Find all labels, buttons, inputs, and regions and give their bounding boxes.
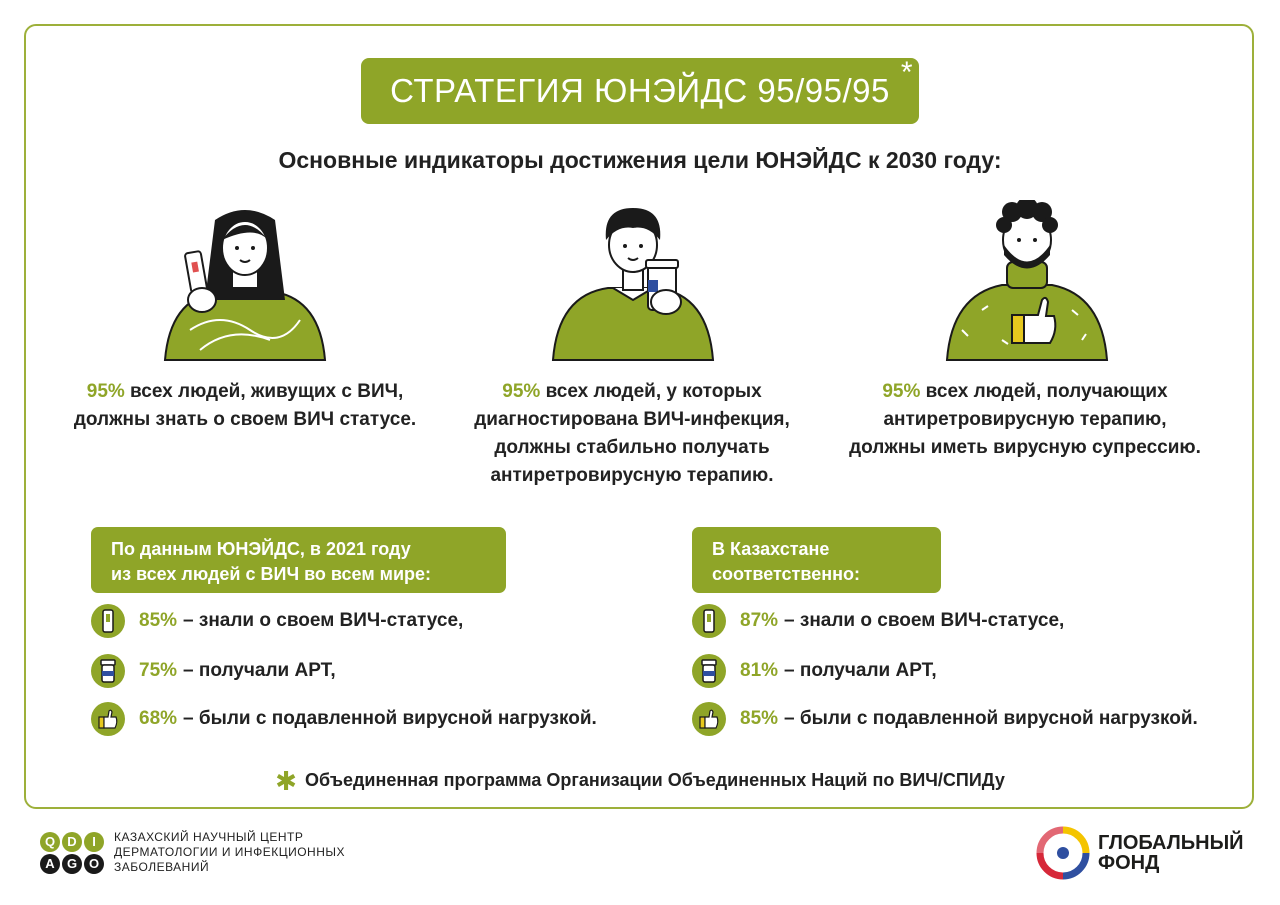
logo-letter: A	[40, 854, 60, 874]
thumbs-up-icon	[91, 702, 125, 736]
man-with-pills-illustration	[548, 200, 718, 365]
pill-bottle-icon	[692, 654, 726, 688]
thumbs-up-icon	[692, 702, 726, 736]
woman-with-test-illustration	[160, 200, 330, 365]
world-stat-text: – получали АРТ,	[183, 660, 336, 681]
org-name	[114, 830, 345, 875]
footnote	[0, 766, 1280, 797]
logo-letter: D	[62, 832, 82, 852]
global-fund-logo	[1036, 826, 1244, 880]
indicator-1	[65, 378, 425, 434]
world-header-line2: из всех людей с ВИЧ во всем мире:	[111, 564, 432, 584]
org-name-line: ДЕРМАТОЛОГИИ И ИНФЕКЦИОННЫХ	[114, 845, 346, 859]
world-stat-pct: 75%	[139, 660, 178, 681]
logo-letter: I	[84, 832, 104, 852]
kz-stat-text: – были с подавленной вирусной нагрузкой.	[784, 708, 1198, 729]
world-stat-row	[91, 653, 336, 689]
kz-stat-row	[692, 701, 1198, 737]
indicator-2	[452, 378, 812, 490]
qdiago-logo-mark	[40, 832, 104, 874]
kz-header-line2: соответственно:	[712, 564, 860, 584]
kz-stat-pct: 87%	[740, 610, 779, 631]
footnote-asterisk: ✱	[275, 766, 297, 796]
world-stat-pct: 85%	[139, 610, 178, 631]
title-banner	[361, 58, 919, 124]
indicator-1-pct: 95%	[86, 381, 125, 402]
indicator-3	[845, 378, 1205, 462]
world-stat-text: – были с подавленной вирусной нагрузкой.	[183, 708, 597, 729]
world-header-line1: По данным ЮНЭЙДС, в 2021 году	[111, 539, 411, 559]
indicator-3-pct: 95%	[882, 381, 921, 402]
kz-stat-row	[692, 653, 937, 689]
indicator-1-text: всех людей, живущих с ВИЧ, должны знать о своем ВИЧ статусе.	[73, 381, 417, 430]
kz-stat-row	[692, 603, 1064, 639]
title-text: СТРАТЕГИЯ ЮНЭЙДС 95/95/95	[390, 72, 890, 109]
indicator-2-text: всех людей, у которых диагностирована ВИЧ-инфекция, должны стабильно получать антиретровирусную терапию.	[474, 381, 790, 486]
indicator-2-pct: 95%	[502, 381, 541, 402]
indicator-3-text: всех людей, получающих антиретровирусную терапию, должны иметь вирусную супрессию.	[849, 381, 1201, 458]
hiv-test-icon	[91, 604, 125, 638]
subtitle: Основные индикаторы достижения цели ЮНЭЙДС к 2030 году:	[278, 147, 1002, 173]
kz-stat-text: – знали о своем ВИЧ-статусе,	[784, 610, 1065, 631]
kz-stat-text: – получали АРТ,	[784, 660, 937, 681]
global-fund-name	[1098, 833, 1244, 873]
world-stat-row	[91, 701, 597, 737]
global-fund-name-line: ГЛОБАЛЬНЫЙ	[1098, 832, 1244, 854]
org-name-line: КАЗАХСКИЙ НАУЧНЫЙ ЦЕНТР	[114, 830, 304, 844]
kz-stat-pct: 85%	[740, 708, 779, 729]
title-asterisk: *	[900, 56, 913, 89]
global-fund-name-line: ФОНД	[1098, 852, 1160, 874]
global-fund-logo-icon	[1036, 826, 1090, 880]
org-name-line: ЗАБОЛЕВАНИЙ	[114, 860, 210, 874]
kz-stat-pct: 81%	[740, 660, 779, 681]
world-stat-row	[91, 603, 463, 639]
hiv-test-icon	[692, 604, 726, 638]
world-stat-text: – знали о своем ВИЧ-статусе,	[183, 610, 464, 631]
man-thumbs-up-illustration	[942, 200, 1112, 365]
logo-letter: O	[84, 854, 104, 874]
qdiago-logo	[40, 830, 345, 875]
logo-letter: G	[62, 854, 82, 874]
footnote-text: Объединенная программа Организации Объединенных Наций по ВИЧ/СПИДу	[304, 770, 1005, 790]
kz-header-line1: В Казахстане	[712, 539, 830, 559]
logo-letter: Q	[40, 832, 60, 852]
kazakhstan-panel-header	[692, 527, 941, 593]
world-stat-pct: 68%	[139, 708, 178, 729]
world-panel-header	[91, 527, 506, 593]
pill-bottle-icon	[91, 654, 125, 688]
